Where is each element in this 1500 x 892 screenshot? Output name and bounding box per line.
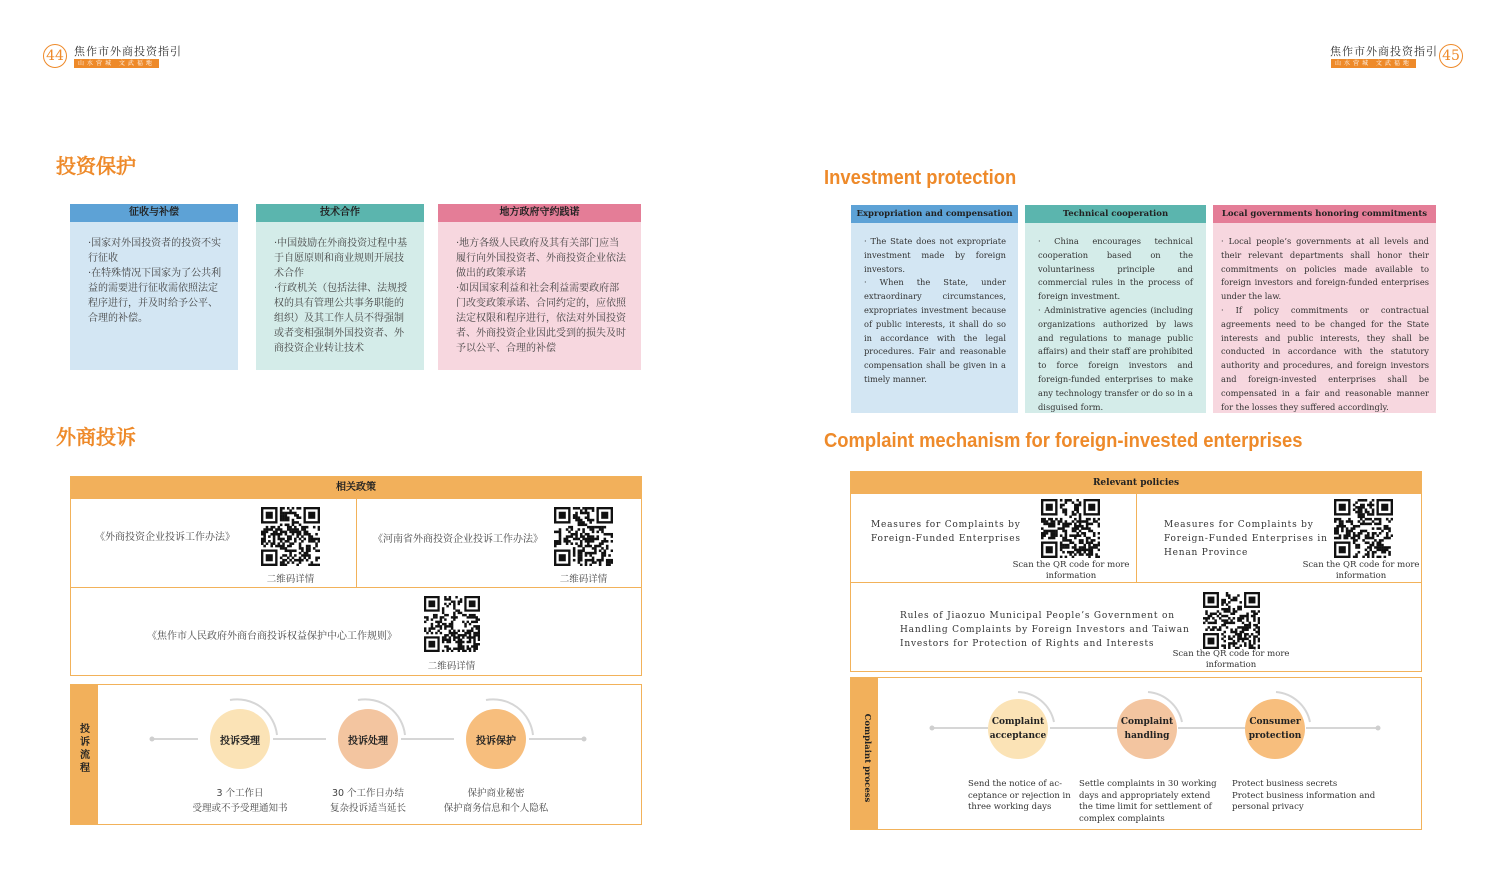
process-label: 投诉流程 [80,724,90,774]
policy-doc-2: Measures for Complaints by Foreign-Funded Enterprises in Henan Province [1164,520,1328,558]
card-title: 地方政府守约践诺 [438,204,641,222]
header-title-left: 焦作市外商投资指引 [74,45,182,58]
policy-table-cn [70,476,642,676]
qr-caption: 二维码详情 [559,574,608,585]
step-name: Complaint handling [1120,717,1174,741]
card-text: · Local people’s governments at all levels and their relevant departments shall honor their commitments on policies made available to foreign investors and foreign-funded enterprises under the law. · If policy commitments or contractual agreements need to be changed for the State interests and public interests, they shall be conducted in accordance with the statutory authority and procedures, and foreign investors and foreign-invested enterprises shall be compensated in a fair and reasonable manner for the losses they suffered accordingly. [1221,236,1429,412]
card-text: ·中国鼓励在外商投资过程中基于自愿原则和商业规则开展技术合作 ·行政机关（包括法律、法规授权的具有管理公共事务职能的组织）及其工作人员不得强制或者变相强制外国投资者、外商投资企业转让技术 [274,238,408,354]
card-tech-cooperation-en [1025,205,1206,413]
page-number-right: 45 [1439,44,1463,68]
qr-code-icon[interactable] [1334,499,1393,558]
card-expropriation-cn [70,204,238,370]
card-local-gov-en [1213,205,1436,413]
policy-table-title: Relevant policies [851,472,1421,494]
qr-code-icon[interactable] [261,507,320,566]
step-name: Consumer protection [1248,717,1302,741]
qr-caption: 二维码详情 [266,574,315,585]
policy-doc-1: Measures for Complaints by Foreign-Funded Enterprises [871,520,1021,544]
complaint-process-cn [70,684,642,825]
step-desc: 保护商业秘密 保护商务信息和个人隐私 [443,788,549,814]
qr-caption: 二维码详情 [427,661,476,672]
step-name: 投诉保护 [476,735,516,747]
qr-caption: Scan the QR code for more information [1012,560,1130,581]
policy-table-title: 相关政策 [71,477,641,499]
step-desc: Send the notice of ac- ceptance or rejection in three working days [968,779,1071,812]
step-name: 投诉处理 [348,735,388,747]
qr-caption: Scan the QR code for more information [1302,560,1420,581]
card-text: ·国家对外国投资者的投资不实行征收 ·在特殊情况下国家为了公共利益的需要进行征收需依照法定程序进行，并及时给予公平、合理的补偿。 [88,238,222,324]
step-name: Complaint acceptance [989,717,1047,741]
step-protection [466,709,526,769]
qr-code-icon[interactable] [424,596,480,652]
policy-doc-3: 《焦作市人民政府外商台商投诉权益保护中心工作规则》 [147,631,397,642]
qr-caption: Scan the QR code for more information [1172,649,1290,670]
policy-doc-3: Rules of Jiaozuo Municipal People’s Government on Handling Complaints by Foreign Investors and Taiwan Investors for Protection of Rights and Interests [900,611,1190,649]
step-desc: 30 个工作日办结 复杂投诉适当延长 [329,788,406,814]
page-number-left: 44 [43,44,67,68]
card-title: Local governments honoring commitments [1213,205,1436,223]
step-protection [1245,699,1305,759]
process-side-bar [71,685,98,824]
card-title: 技术合作 [256,204,424,222]
step-handling [338,709,398,769]
qr-code-icon[interactable] [1203,592,1260,649]
step-acceptance [210,709,270,769]
header-title-right: 焦作市外商投资指引 [1330,45,1438,58]
step-desc: Protect business secrets Protect business information and personal privacy [1232,779,1376,812]
policy-doc-1: 《外商投资企业投诉工作办法》 [95,532,235,543]
step-desc: 3 个工作日 受理或不予受理通知书 [192,788,288,814]
process-label: Complaint process [862,713,872,803]
card-text: · The State does not expropriate investment made by foreign investors. · When the State, under extraordinary circumstances, expropriates investment because of public interests, it shall do so in accordance with the legal procedures. Fair and reasonable compensation shall be given in a timely manner. [864,236,1006,384]
complaint-heading-cn: 外商投诉 [56,425,136,449]
step-acceptance [988,699,1048,759]
process-side-bar [851,678,878,829]
card-text: ·地方各级人民政府及其有关部门应当履行向外国投资者、外商投资企业依法做出的政策承诺 ·如因国家利益和社会利益需要政府部门改变政策承诺、合同约定的，应依照法定权限和程序进行，依法对外国投资者、外商投资企业因此受到的损失及时予以公平、合理的补偿 [456,238,626,354]
card-text: · China encourages technical cooperation based on the voluntariness principle and commercial rules in the process of foreign investment. · Administrative agencies (including organizations authorized by laws and regulations to manage public affairs) and their staff are prohibited to force foreign investors and foreign-funded enterprises to make any technology transfer or do so in a disguised form. [1038,236,1193,412]
qr-code-icon[interactable] [554,507,613,566]
investment-protection-heading-en: Investment protection [824,167,1017,189]
card-title: 征收与补偿 [70,204,238,222]
policy-doc-2: 《河南省外商投资企业投诉工作办法》 [373,534,543,545]
step-handling [1117,699,1177,759]
header-subtitle-left: 山水营城 文武福地 [74,59,159,68]
step-desc: Settle complaints in 30 working days and appropriately extend the time limit for settlement of complex complaints [1079,779,1217,824]
card-local-gov-cn [438,204,641,370]
investment-protection-heading-cn: 投资保护 [56,154,136,178]
complaint-process-en [850,677,1422,830]
card-expropriation-en [851,205,1018,413]
step-name: 投诉受理 [220,735,260,747]
card-title: Technical cooperation [1025,205,1206,223]
qr-code-icon[interactable] [1041,499,1100,558]
card-tech-cooperation-cn [256,204,424,370]
policy-table-en [850,471,1422,672]
header-subtitle-right: 山水营城 文武福地 [1331,59,1416,68]
card-title: Expropriation and compensation [851,205,1018,223]
complaint-heading-en: Complaint mechanism for foreign-invested enterprises [824,430,1303,452]
